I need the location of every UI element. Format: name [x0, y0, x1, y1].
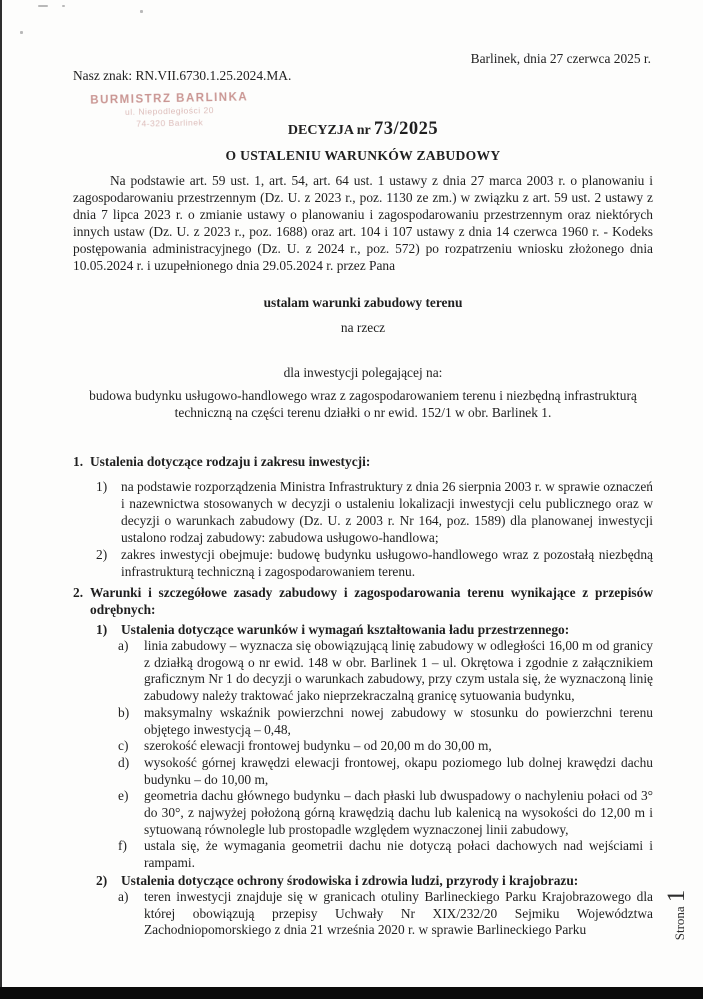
- item-text: linia zabudowy – wyznacza się obowiązującą linię zabudowy w odległości 16,00 m od granicy z działką drogową o nr ewid. 148 w obr. Barlinek 1 – ul. Okrętowa i zgodnie z załącznikiem graficznym Nr 1 do decyzji o warunkach zabudowy, przy czym ustala się, że wyznaczoną linię zabudowy należy traktować jako nieprzekraczalną granicę sytuowania budynku,: [144, 638, 653, 704]
- section-1-title: Ustalenia dotyczące rodzaju i zakresu inwestycji:: [90, 454, 371, 469]
- decision-title: [73, 117, 653, 143]
- decision-title-prefix: DECYZJA nr: [287, 123, 371, 138]
- environment-item-a: [73, 889, 653, 939]
- section-1-item-1: [73, 478, 653, 546]
- scan-edge-bottom: [0, 987, 703, 999]
- ruling-statement: ustalam warunki zabudowy terenu: [263, 295, 463, 310]
- item-text: geometria dachu głównego budynku – dach płaski lub dwuspadowy o nachyleniu połaci od 3° do 30°, z najwyżej położoną górną krawędzią dachu lub kalenicą na wysokości do 12,00 m i sytuowaną równolegle lub prostopadle względem wyznaczonej linii zabudowy,: [144, 788, 653, 837]
- stamp-street: ul. Niepodległości 20: [124, 105, 215, 117]
- condition-item-a: [73, 638, 653, 705]
- section-1-marker: 1.: [73, 454, 84, 469]
- condition-item-d: [73, 755, 653, 788]
- section-2-title: Warunki i szczegółowe zasady zabudowy i zagospodarowania terenu wynikające z przepisów odrębnych:: [90, 585, 653, 617]
- stamp-city: 74-320 Barlinek: [136, 117, 204, 129]
- section-2-heading: [73, 584, 653, 618]
- page-number-value: 1: [663, 889, 690, 903]
- investment-description: budowa budynku usługowo-handlowego wraz z zagospodarowaniem terenu i niezbędną infrastrukturą techniczną na części terenu działki o nr ewid. 152/1 w obr. Barlinek 1.: [89, 388, 637, 420]
- item-text: szerokość elewacji frontowej budynku – od 20,00 m do 30,00 m,: [144, 738, 492, 754]
- item-marker: c): [118, 738, 129, 754]
- sub-title: Ustalenia dotyczące ochrony środowiska i zdrowia ludzi, przyrody i krajobrazu:: [121, 872, 579, 888]
- condition-item-b: [73, 705, 653, 738]
- condition-item-c: [73, 738, 653, 755]
- beneficiary-intro: na rzecz: [340, 320, 386, 335]
- stamp-authority: BURMISTRZ BARLINKA: [90, 91, 249, 107]
- place-and-date: Barlinek, dnia 27 czerwca 2025 r.: [470, 51, 651, 66]
- item-text: na podstawie rozporządzenia Ministra Infrastruktury z dnia 26 sierpnia 2003 r. w sprawie oznaczeń i nazewnictwa stosowanych w decyzji o ustaleniu lokalizacji inwestycji celu publicznego oraz w decyzji o warunkach zabudowy (Dz. U. z 2003 r. Nr 164, poz. 1589) dla planowanej inwestycji ustalono rodzaj zabudowy: zabudowa usługowo-handlowa;: [121, 479, 653, 545]
- reference-number: Nasz znak: RN.VII.6730.1.25.2024.MA.: [73, 68, 292, 83]
- item-marker: a): [118, 888, 129, 904]
- investment-intro: dla inwestycji polegającej na:: [283, 365, 443, 380]
- item-marker: b): [118, 704, 130, 720]
- item-text: maksymalny wskaźnik powierzchni nowej zabudowy w stosunku do powierzchni terenu objętego inwestycją – 0,48,: [144, 704, 653, 737]
- legal-basis-paragraph: Na podstawie art. 59 ust. 1, art. 54, art. 64 ust. 1 ustawy z dnia 27 marca 2003 r. o planowaniu i zagospodarowaniu przestrzennym (Dz. U. z 2023 r., poz. 1130 ze zm.) w związku z art. 59 ust. 2 ustawy z dnia 7 lipca 2023 r. o zmianie ustawy o planowaniu i zagospodarowaniu przestrzennym oraz niektórych innych ustaw (Dz. U. z 2023 r., poz. 1688) oraz art. 104 i 107 ustawy z dnia 14 czerwca 1960 r. - Kodeks postępowania administracyjnego (Dz. U. z 2024 r., poz. 572) po rozpatrzeniu wniosku złożonego dnia 10.05.2024 r. i uzupełnionego dnia 29.05.2024 r. przez Pana: [73, 173, 653, 273]
- item-marker: 2): [96, 547, 108, 562]
- item-text: wysokość górnej krawędzi elewacji frontowej, okapu poziomego lub dolnej krawędzi dachu budynku – do 10,00 m,: [144, 754, 653, 787]
- scan-speck: [62, 5, 65, 7]
- page-number: [663, 884, 695, 946]
- item-text: ustala się, że wymagania geometrii dachu nie dotyczą połaci dachowych nad wejściami i rampami.: [144, 838, 653, 871]
- decision-subtitle: O USTALENIU WARUNKÓW ZABUDOWY: [225, 148, 501, 163]
- item-marker: f): [118, 838, 127, 854]
- sub-title: Ustalenia dotyczące warunków i wymagań kształtowania ładu przestrzennego:: [121, 622, 570, 637]
- scan-speck: [20, 31, 23, 34]
- section-2-marker: 2.: [73, 585, 84, 600]
- sub-marker: 1): [96, 622, 108, 637]
- scan-speck: [140, 10, 143, 13]
- document-body: [73, 50, 653, 939]
- section-1-heading: [73, 453, 653, 470]
- page-number-word: Strona: [672, 906, 687, 941]
- decision-number: 73/2025: [373, 119, 439, 139]
- sub-marker: 2): [96, 872, 108, 888]
- scan-edge-left: [0, 0, 2, 999]
- condition-item-f: [73, 838, 653, 871]
- section-2-sub-1-heading: [73, 621, 653, 638]
- item-marker: 1): [96, 479, 108, 494]
- item-text: zakres inwestycji obejmuje: budowę budynku usługowo-handlowego wraz z pozostałą niezbędną infrastrukturą techniczną i zagospodarowaniem terenu.: [121, 547, 653, 579]
- scan-speck: [38, 5, 48, 7]
- item-marker: a): [118, 638, 129, 653]
- item-text: teren inwestycji znajduje się w granicach otuliny Barlineckiego Parku Krajobrazowego dla której obowiązują przepisy Uchwały Nr XIX/232/20 Sejmiku Województwa Zachodniopomorskiego z dnia 21 września 2020 r. w sprawie Barlineckiego Parku: [144, 888, 653, 938]
- item-marker: e): [118, 788, 129, 804]
- section-2-sub-2-heading: [73, 872, 653, 889]
- section-1-item-2: [73, 546, 653, 580]
- condition-item-e: [73, 788, 653, 838]
- item-marker: d): [118, 754, 130, 770]
